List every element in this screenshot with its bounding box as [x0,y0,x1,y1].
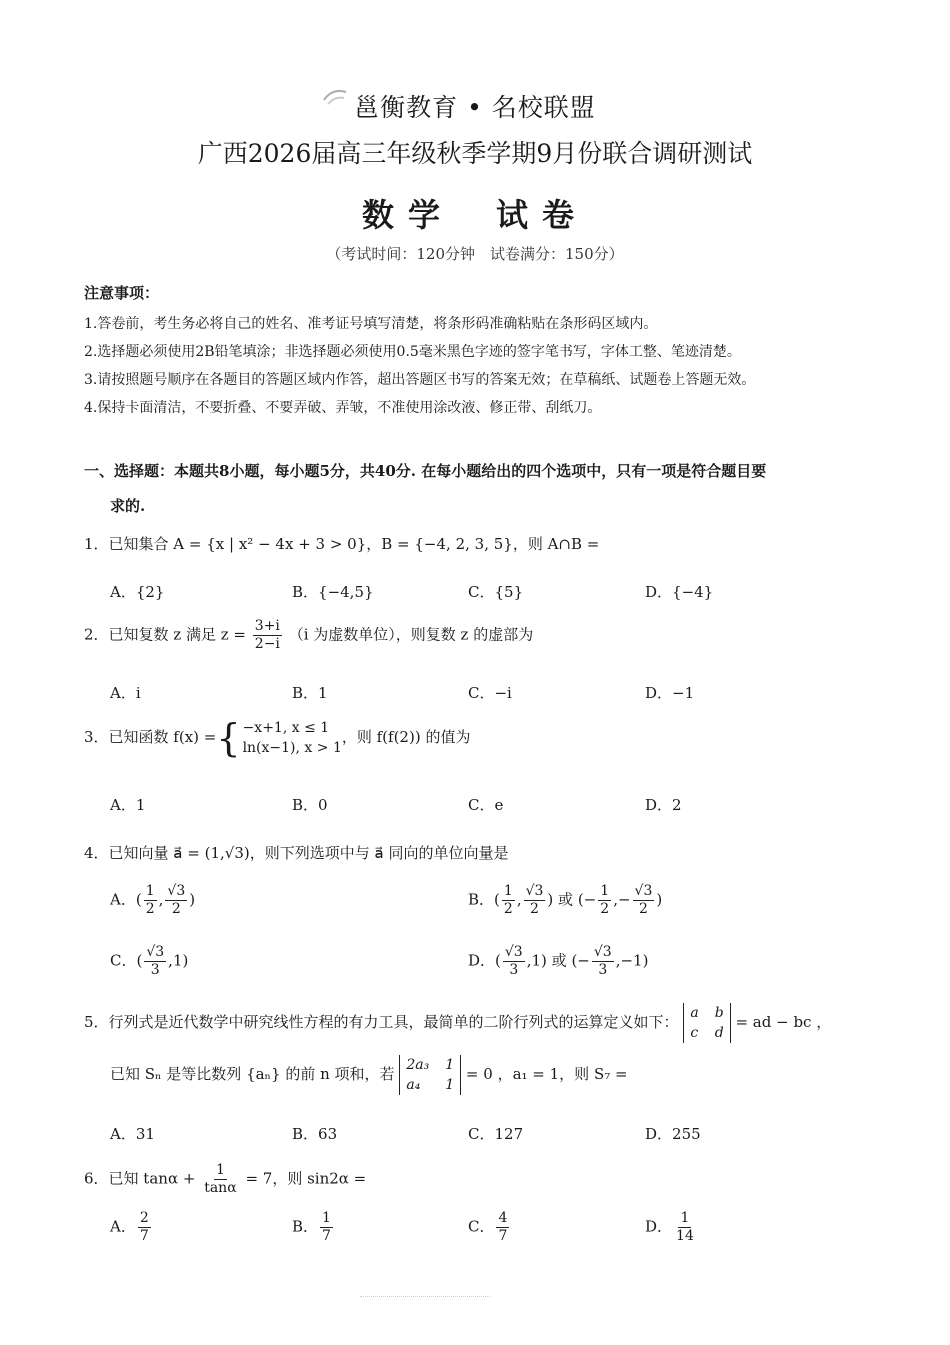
q2-option-a: A．i [110,684,141,702]
q6-option-d: D． $\frac{1}{14}$ [645,1210,694,1244]
section-heading: 一、选择题：本题共8小题，每小题5分，共40分. 在每小题给出的四个选项中，只有一项是符合题目要 [84,462,767,480]
question-2: 2．已知复数 z 满足 z = $\frac{3+i}{2-i}$ （i 为虚数单位），则复数 z 的虚部为 [84,618,534,652]
notice-item: 2.选择题必须使用2B铅笔填涂；非选择题必须使用0.5毫米黑色字迹的签字笔书写，字体工整、笔迹清楚。 [84,344,741,360]
q4-option-a: A．( $\frac{1}{2}$ , $\frac{√3}{2}$ ) [110,883,196,917]
q1-option-d: D．{−4} [645,583,714,601]
q5-option-a: A．31 [110,1125,155,1143]
q3-option-c: C．e [468,796,504,814]
q4-option-d: D．( $\frac{√3}{3}$ ,1) 或 (− $\frac{√3}{3}$ ,−1) [468,944,649,978]
q4-option-c: C．( $\frac{√3}{3}$ ,1) [110,944,189,978]
q5-determinant: 2a₃ 1 a₄ 1 [399,1055,461,1095]
q3-option-a: A．1 [110,796,146,814]
q6-fraction: $\frac{1}{\tan\alpha}$ [204,1162,237,1196]
q5-option-d: D．255 [645,1125,701,1143]
q2-fraction: $\frac{3+i}{2-i}$ [254,618,280,652]
question-6: 6．已知 tanα + $\frac{1}{\tan\alpha}$ = 7，则 sin2α = [84,1162,367,1196]
q4-option-b: B．( $\frac{1}{2}$ , $\frac{√3}{2}$ ) 或 (− $\frac{1}{2}$ ,− $\frac{√3}{2}$ ) [468,883,663,917]
q1-option-a: A．{2} [110,583,165,601]
q1-option-b: B．{−4,5} [292,583,374,601]
q2-option-c: C．−i [468,684,512,702]
exam-meta: （考试时间：120分钟 试卷满分：150分） [326,245,624,263]
q5-option-c: C．127 [468,1125,524,1143]
notice-item: 3.请按照题号顺序在各题目的答题区域内作答，超出答题区书写的答案无效；在草稿纸、试题卷上答题无效。 [84,372,756,388]
notice-item: 4.保持卡面清洁，不要折叠、不要弄破、弄皱，不准使用涂改液、修正带、刮纸刀。 [84,400,602,416]
question-3: 3．已知函数 f(x) ={ −x+1, x ≤ 1 ln(x−1), x > 1 ，则 f(f(2)) 的值为 [84,716,471,760]
question-1: 1．已知集合 A = {x | x² − 4x + 3 > 0}，B = {−4, 2, 3, 5}，则 A∩B = [84,535,600,553]
q6-option-b: B． $\frac{1}{7}$ [292,1210,331,1244]
exam-name: 广西2026届高三年级秋季学期9月份联合调研测试 [197,139,753,168]
q6-option-c: C． $\frac{4}{7}$ [468,1210,508,1244]
q2-option-b: B．1 [292,684,328,702]
notice-item: 1.答卷前，考生务必将自己的姓名、准考证号填写清楚，将条形码准确粘贴在条形码区域内。 [84,316,658,332]
q2-option-d: D．−1 [645,684,695,702]
notice-heading: 注意事项： [84,284,160,302]
q5-determinant-def: a b c d [683,1003,730,1043]
question-5: 5．行列式是近代数学中研究线性方程的有力工具，最简单的二阶行列式的运算定义如下： a b c d = ad − bc ， [84,1005,832,1041]
org-name: 邕衡教育 • 名校联盟 [354,93,596,122]
section-heading-cont: 求的. [110,497,146,515]
q3-option-d: D．2 [645,796,682,814]
q1-option-c: C．{5} [468,583,524,601]
q5-option-b: B．63 [292,1125,338,1143]
page-title: 数学 试卷 [361,196,589,234]
question-4: 4．已知向量 a⃗ = (1,√3)，则下列选项中与 a⃗ 同向的单位向量是 [84,844,509,862]
footer-divider [360,1296,490,1297]
q3-option-b: B．0 [292,796,328,814]
q3-piecewise: −x+1, x ≤ 1 ln(x−1), x > 1 [242,720,342,756]
question-5-line2: 已知 Sₙ 是等比数列 {aₙ} 的前 n 项和，若 2a₃ 1 a₄ 1 = 0 ，a₁ = 1，则 S₇ = [110,1057,628,1093]
q6-option-a: A． $\frac{2}{7}$ [110,1210,149,1244]
